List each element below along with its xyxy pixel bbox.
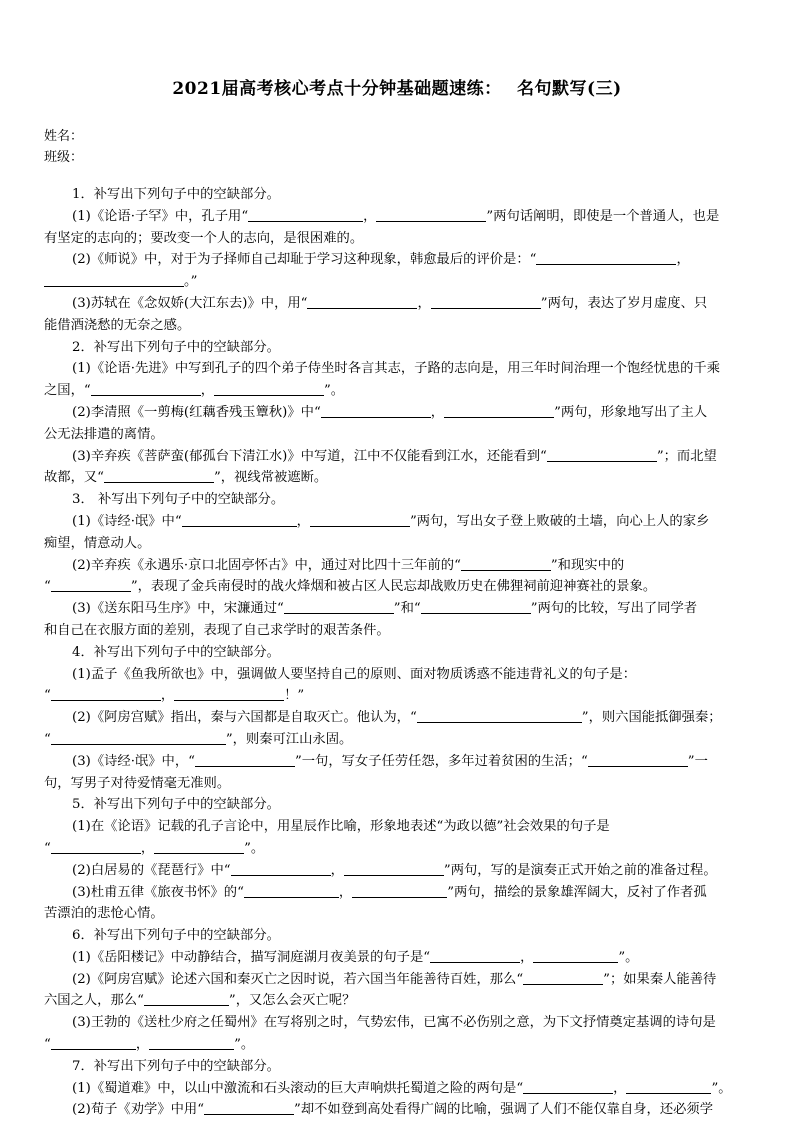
question-line: (2)白居易的《琵琶行》中“ ， ”两句，写的是演奏正式开始之前的准备过程。 xyxy=(44,860,750,882)
answer-blank[interactable] xyxy=(104,467,214,483)
answer-blank[interactable] xyxy=(51,685,161,701)
question-line: 能借酒浇愁的无奈之感。 xyxy=(44,317,191,333)
question-line: 之国，“ ， ”。 xyxy=(44,380,750,402)
question-line: (2)《阿房宫赋》论述六国和秦灭亡之因时说，若六国当年能善待百姓，那么“ ”；如果秦人能善待 xyxy=(44,969,750,991)
answer-blank[interactable] xyxy=(417,707,582,723)
class-label: 班级： xyxy=(44,150,84,165)
answer-blank[interactable] xyxy=(284,598,394,614)
question-line: (1)《论语·先进》中写到孔子的四个弟子侍坐时各言其志，子路的志向是，用三年时间治理一个饱经忧患的千乘 xyxy=(72,361,721,377)
question-line: (2)《师说》中，对于为子择师自己却耻于学习这种现象，韩愈最后的评价是：“ ， xyxy=(44,249,750,271)
answer-blank[interactable] xyxy=(154,838,244,854)
name-label: 姓名： xyxy=(44,129,84,144)
question-line: (1)《诗经·氓》中“ ， ”两句，写出女子登上败破的土墙，向心上人的家乡 xyxy=(44,511,750,533)
question-line: “ ”，表现了金兵南侵时的战火烽烟和被占区人民忘却战败历史在佛狸祠前迎神赛社的景象。 xyxy=(44,576,750,598)
question-line: (1)孟子《鱼我所欲也》中，强调做人要坚持自己的原则、面对物质诱惑不能违背礼义的句子是： xyxy=(72,666,637,682)
answer-blank[interactable] xyxy=(51,576,131,592)
section-heading-4: 4．补写出下列句子中的空缺部分。 xyxy=(72,644,280,660)
answer-blank[interactable] xyxy=(523,969,603,985)
question-line: “ ， ”。 xyxy=(44,1034,750,1056)
question-line: (2)李清照《一剪梅(红藕香残玉簟秋)》中“ ， ”两句，形象地写出了主人 xyxy=(44,402,750,424)
page-title: 2021届高考核心考点十分钟基础题速练： 名句默写(三) xyxy=(172,79,622,99)
answer-blank[interactable] xyxy=(307,293,417,309)
question-line: (1)《论语·子罕》中，孔子用“ ， ”两句话阐明，即使是一个普通人，也是 xyxy=(44,206,750,228)
answer-blank[interactable] xyxy=(44,271,184,287)
section-heading-6: 6．补写出下列句子中的空缺部分。 xyxy=(72,928,280,944)
question-line: 有坚定的志向的；要改变一个人的志向，是很困难的。 xyxy=(44,230,364,246)
answer-blank[interactable] xyxy=(321,402,431,418)
answer-blank[interactable] xyxy=(547,446,657,462)
answer-blank[interactable] xyxy=(588,751,688,767)
answer-blank[interactable] xyxy=(536,249,676,265)
question-line: (3)《诗经·氓》中，“ ”一句，写女子任劳任怨，多年过着贫困的生活；“ ”一 xyxy=(44,751,750,773)
answer-blank[interactable] xyxy=(204,1099,294,1115)
question-line: (2)《阿房宫赋》指出，秦与六国都是自取灭亡。他认为，“ ”，则六国能抵御强秦； xyxy=(44,707,750,729)
section-heading-3: 3． 补写出下列句子中的空缺部分。 xyxy=(72,492,285,508)
question-line: 句，写男子对待爱情毫无准则。 xyxy=(44,775,231,791)
answer-blank[interactable] xyxy=(51,1034,136,1050)
answer-blank[interactable] xyxy=(244,882,339,898)
question-line: 和自己在衣服方面的差别，表现了自己求学时的艰苦条件。 xyxy=(44,622,390,638)
question-line: (3)《送东阳马生序》中，宋濂通过“ ”和“ ”两句的比较，写出了同学者 xyxy=(44,598,750,620)
question-line: 公无法排遣的离情。 xyxy=(44,426,164,442)
question-line: (1)在《论语》记载的孔子言论中，用星辰作比喻，形象地表述“为政以德”社会效果的句子是 xyxy=(72,819,610,835)
answer-blank[interactable] xyxy=(231,860,331,876)
answer-blank[interactable] xyxy=(376,206,486,222)
answer-blank[interactable] xyxy=(523,1078,613,1094)
answer-blank[interactable] xyxy=(91,380,201,396)
question-line: (2)辛弃疾《永遇乐·京口北固亭怀古》中，通过对比四十三年前的“ ”和现实中的 xyxy=(44,555,750,577)
answer-blank[interactable] xyxy=(51,729,226,745)
section-heading-5: 5．补写出下列句子中的空缺部分。 xyxy=(72,797,280,813)
answer-blank[interactable] xyxy=(174,685,284,701)
question-line: “ ， ！” xyxy=(44,685,750,707)
question-line: 六国之人，那么“ ”，又怎么会灭亡呢？ xyxy=(44,990,750,1012)
section-heading-2: 2．补写出下列句子中的空缺部分。 xyxy=(72,339,280,355)
question-line: (3)苏轼在《念奴娇(大江东去)》中，用“ ， ”两句，表达了岁月虚度、只 xyxy=(44,293,750,315)
question-line: (3)王勃的《送杜少府之任蜀州》在写将别之时，气势宏伟，已寓不必伤别之意，为下文抒情奠定基调的诗句是 xyxy=(72,1015,716,1031)
answer-blank[interactable] xyxy=(248,206,363,222)
question-line: (2)荀子《劝学》中用“ ”却不如登到高处看得广阔的比喻，强调了人们不能仅靠自身，还必须学 xyxy=(44,1099,750,1121)
answer-blank[interactable] xyxy=(344,860,444,876)
section-heading-1: 1．补写出下列句子中的空缺部分。 xyxy=(72,187,280,202)
question-body xyxy=(44,184,750,1121)
answer-blank[interactable] xyxy=(421,598,531,614)
question-line: 。” xyxy=(44,271,750,293)
answer-blank[interactable] xyxy=(214,380,324,396)
question-line: 苦漂泊的悲怆心情。 xyxy=(44,906,164,922)
question-line: “ ”，则秦可江山永固。 xyxy=(44,729,750,751)
answer-blank[interactable] xyxy=(149,1034,234,1050)
answer-blank[interactable] xyxy=(461,555,551,571)
question-line: (1)《岳阳楼记》中动静结合，描写洞庭湖月夜美景的句子是“ ， ”。 xyxy=(44,947,750,969)
question-line: 痴望，情意动人。 xyxy=(44,535,151,551)
answer-blank[interactable] xyxy=(182,511,297,527)
answer-blank[interactable] xyxy=(444,402,554,418)
section-heading-7: 7．补写出下列句子中的空缺部分。 xyxy=(72,1058,280,1074)
answer-blank[interactable] xyxy=(626,1078,711,1094)
answer-blank[interactable] xyxy=(144,990,229,1006)
answer-blank[interactable] xyxy=(310,511,410,527)
question-line: (3)辛弃疾《菩萨蛮(郁孤台下清江水)》中写道，江中不仅能看到江水，还能看到“ ”；而北望 xyxy=(44,446,750,468)
answer-blank[interactable] xyxy=(352,882,447,898)
answer-blank[interactable] xyxy=(51,838,141,854)
answer-blank[interactable] xyxy=(431,293,541,309)
answer-blank[interactable] xyxy=(533,947,618,963)
question-line: (3)杜甫五律《旅夜书怀》的“ ， ”两句，描绘的景象雄浑阔大，反衬了作者孤 xyxy=(44,882,750,904)
answer-blank[interactable] xyxy=(195,751,295,767)
answer-blank[interactable] xyxy=(430,947,520,963)
question-line: (1)《蜀道难》中，以山中激流和石头滚动的巨大声响烘托蜀道之险的两句是“ ， ”。 xyxy=(44,1078,750,1100)
question-line: 故都，又“ ”，视线常被遮断。 xyxy=(44,467,750,489)
question-line: “ ， ”。 xyxy=(44,838,750,860)
